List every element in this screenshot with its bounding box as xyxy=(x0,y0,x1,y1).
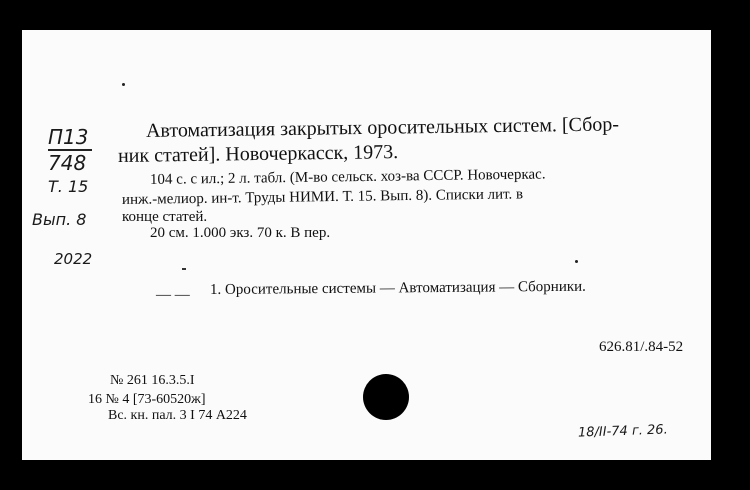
call-number-line1: П13 xyxy=(48,125,89,149)
footer-line2: 16 № 4 [73-60520ж] xyxy=(88,392,206,407)
classification-number: 626.81/.84-52 xyxy=(599,339,684,355)
call-number-line4: Вып. 8 xyxy=(32,210,87,229)
record-title-line1: Автоматизация закрытых оросительных систем. [Сбор- xyxy=(145,113,620,142)
call-number-line3: Т. 15 xyxy=(48,177,89,196)
speck-mark xyxy=(122,83,125,86)
call-number-line2: 748 xyxy=(48,151,87,175)
handwritten-note: 18/II-74 г. 26. xyxy=(577,422,668,441)
footer-line3: Вс. кн. пал. 3 I 74 А224 xyxy=(108,408,247,423)
record-size-line: 20 см. 1.000 экз. 70 к. В пер. xyxy=(150,225,331,241)
speck-mark xyxy=(575,260,578,263)
speck-mark xyxy=(182,268,186,270)
call-number-line5: 2022 xyxy=(54,250,93,268)
subject-heading: 1. Оросительные системы — Автоматизация — Сборники. xyxy=(209,278,586,298)
record-desc-line1: 104 с. с ил.; 2 л. табл. (М-во сельск. хоз-ва СССР. Новочеркас. xyxy=(149,166,546,188)
record-desc-line2: инж.-мелиор. ин-т. Труды НИМИ. Т. 15. Вып. 8). Списки лит. в xyxy=(121,186,524,208)
catalog-card xyxy=(22,30,711,460)
record-desc-line3: конце статей. xyxy=(122,209,208,225)
record-title-line2: ник статей]. Новочеркасск, 1973. xyxy=(117,141,399,167)
punch-hole xyxy=(363,374,409,420)
subject-prefix: — — xyxy=(156,287,190,303)
footer-line1: № 261 16.3.5.I xyxy=(110,373,195,388)
